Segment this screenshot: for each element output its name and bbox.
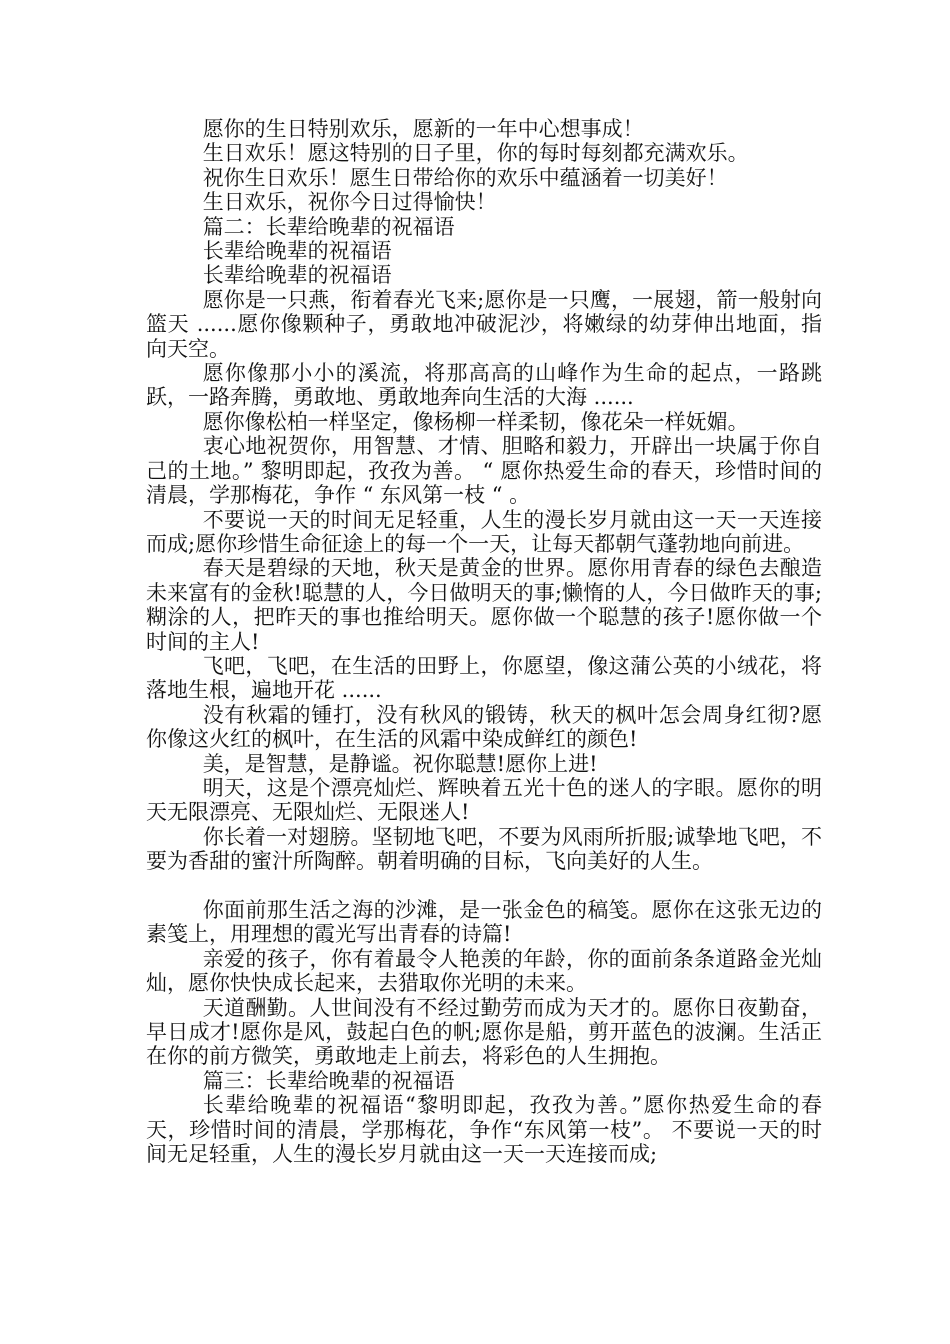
section-heading: 篇三：长辈给晚辈的祝福语 — [202, 1068, 455, 1093]
subtitle: 长辈给晚辈的祝福语 — [202, 263, 392, 288]
blank-line — [146, 874, 822, 898]
subtitle: 长辈给晚辈的祝福语 — [202, 239, 392, 264]
paragraph: 天道酬勤。人世间没有不经过勤劳而成为天才的。愿你日夜勤奋，早日成才!愿你是风，鼓起白色的帆;愿你是船，剪开蓝色的波澜。生活正在你的前方微笑，勇敢地走上前去，将彩色的人生拥抱。 — [146, 995, 822, 1069]
paragraph: 你面前那生活之海的沙滩，是一张金色的稿笺。愿你在这张无边的素笺上，用理想的霞光写出青春的诗篇! — [146, 897, 822, 947]
paragraph: 愿你是一只燕，衔着春光飞来;愿你是一只鹰，一展翅，箭一般射向篮天 ......愿你像颗种子，勇敢地冲破泥沙，将嫩绿的幼芽伸出地面，指向天空。 — [146, 287, 822, 361]
paragraph: 愿你像那小小的溪流，将那高高的山峰作为生命的起点，一路跳跃，一路奔腾，勇敢地、勇敢地奔向生活的大海 ...... — [146, 361, 822, 410]
document-page — [146, 117, 822, 1166]
paragraph: 生日欢乐！愿这特别的日子里，你的每时每刻都充满欢乐。 — [202, 141, 749, 166]
paragraph: 春天是碧绿的天地，秋天是黄金的世界。愿你用青春的绿色去酿造未来富有的金秋!聪慧的人，今日做明天的事;懒惰的人，今日做昨天的事;糊涂的人，把昨天的事也推给明天。愿你做一个聪慧的孩子!愿你做一个时间的主人! — [146, 556, 822, 654]
paragraph: 亲爱的孩子，你有着最令人艳羡的年龄，你的面前条条道路金光灿灿，愿你快快成长起来，去猎取你光明的未来。 — [146, 946, 822, 996]
paragraph: 明天，这是个漂亮灿烂、辉映着五光十色的迷人的字眼。愿你的明天无限漂亮、无限灿烂、无限迷人! — [146, 775, 822, 825]
paragraph: 生日欢乐，祝你今日过得愉快！ — [202, 190, 497, 215]
paragraph: 飞吧，飞吧，在生活的田野上，你愿望，像这蒲公英的小绒花，将落地生根，遍地开花 ...... — [146, 653, 822, 703]
paragraph: 愿你的生日特别欢乐，愿新的一年中心想事成！ — [202, 117, 644, 141]
paragraph: 不要说一天的时间无足轻重，人生的漫长岁月就由这一天一天连接而成;愿你珍惜生命征途上的每一个一天，让每天都朝气蓬勃地向前进。 — [146, 507, 822, 556]
paragraph: 长辈给晚辈的祝福语“黎明即起，孜孜为善。”愿你热爱生命的春天，珍惜时间的清晨，学那梅花，争作“东风第一枝”。 不要说一天的时间无足轻重，人生的漫长岁月就由这一天一天连接而成; — [146, 1093, 822, 1167]
paragraph: 美，是智慧，是静谧。祝你聪慧!愿你上进! — [202, 751, 598, 776]
paragraph: 衷心地祝贺你，用智慧、才情、胆略和毅力，开辟出一块属于你自己的土地。” 黎明即起，孜孜为善。 “ 愿你热爱生命的春天，珍惜时间的清晨，学那梅花，争作 “ 东风第一枝 “ 。 — [146, 434, 822, 508]
paragraph: 祝你生日欢乐！愿生日带给你的欢乐中蕴涵着一切美好！ — [202, 165, 728, 190]
paragraph: 没有秋霜的锺打，没有秋风的锻铸，秋天的枫叶怎会周身红彻?愿你像这火红的枫叶，在生活的风霜中染成鲜红的颜色! — [146, 702, 822, 752]
paragraph: 愿你像松柏一样坚定，像杨柳一样柔韧，像花朵一样妩媚。 — [202, 409, 749, 434]
paragraph: 你长着一对翅膀。坚韧地飞吧，不要为风雨所折服;诚挚地飞吧，不要为香甜的蜜汁所陶醉。朝着明确的目标，飞向美好的人生。 — [146, 824, 822, 874]
section-heading: 篇二：长辈给晚辈的祝福语 — [202, 214, 455, 239]
